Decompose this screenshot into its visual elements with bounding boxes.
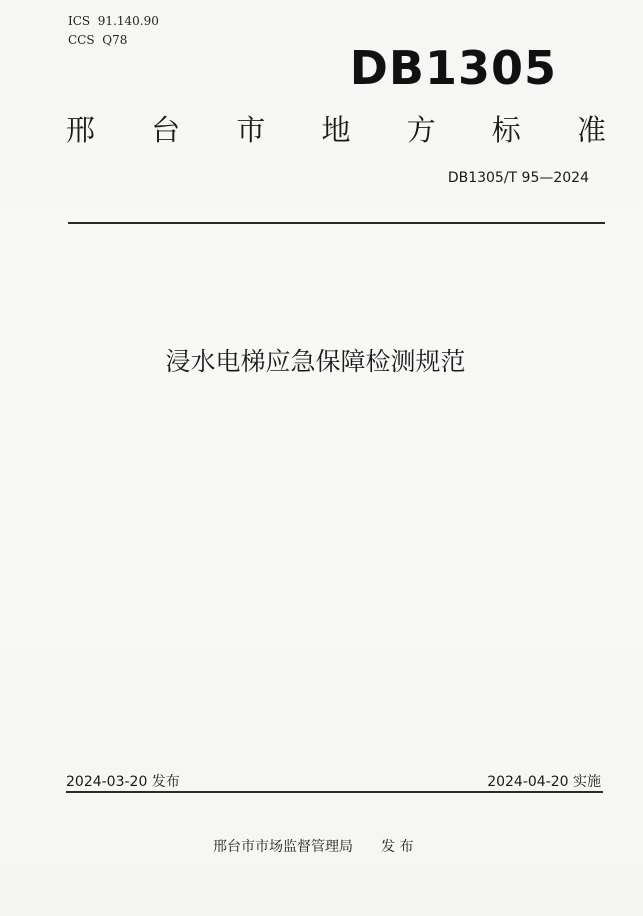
ccs-row xyxy=(68,31,159,50)
category-char: 准 xyxy=(576,113,606,147)
issuer-name: 邢台市市场监督管理局 xyxy=(213,839,353,855)
category-char: 市 xyxy=(236,113,266,147)
ics-value: 91.140.90 xyxy=(97,14,159,28)
implementation-date: 2024-04-20 实施 xyxy=(487,774,601,790)
issue-word: 发 布 xyxy=(381,839,414,855)
category-char: 标 xyxy=(491,113,521,147)
ics-label: ICS xyxy=(68,14,91,28)
header-divider xyxy=(68,222,605,224)
ics-row xyxy=(68,12,159,31)
footer-divider xyxy=(66,791,603,793)
standard-code: DB1305 xyxy=(349,41,557,95)
classification-codes xyxy=(68,12,159,50)
category-char: 邢 xyxy=(66,113,96,147)
standard-number: DB1305/T 95—2024 xyxy=(447,170,589,186)
category-char: 地 xyxy=(321,113,351,147)
category-char: 方 xyxy=(406,113,436,147)
ccs-value: Q78 xyxy=(102,33,128,47)
issuer-line xyxy=(213,836,413,856)
category-char: 台 xyxy=(151,113,181,147)
ccs-label: CCS xyxy=(68,33,95,47)
standard-category xyxy=(66,110,606,150)
issue-date: 2024-03-20 发布 xyxy=(66,774,180,790)
document-title: 浸水电梯应急保障检测规范 xyxy=(165,347,466,376)
